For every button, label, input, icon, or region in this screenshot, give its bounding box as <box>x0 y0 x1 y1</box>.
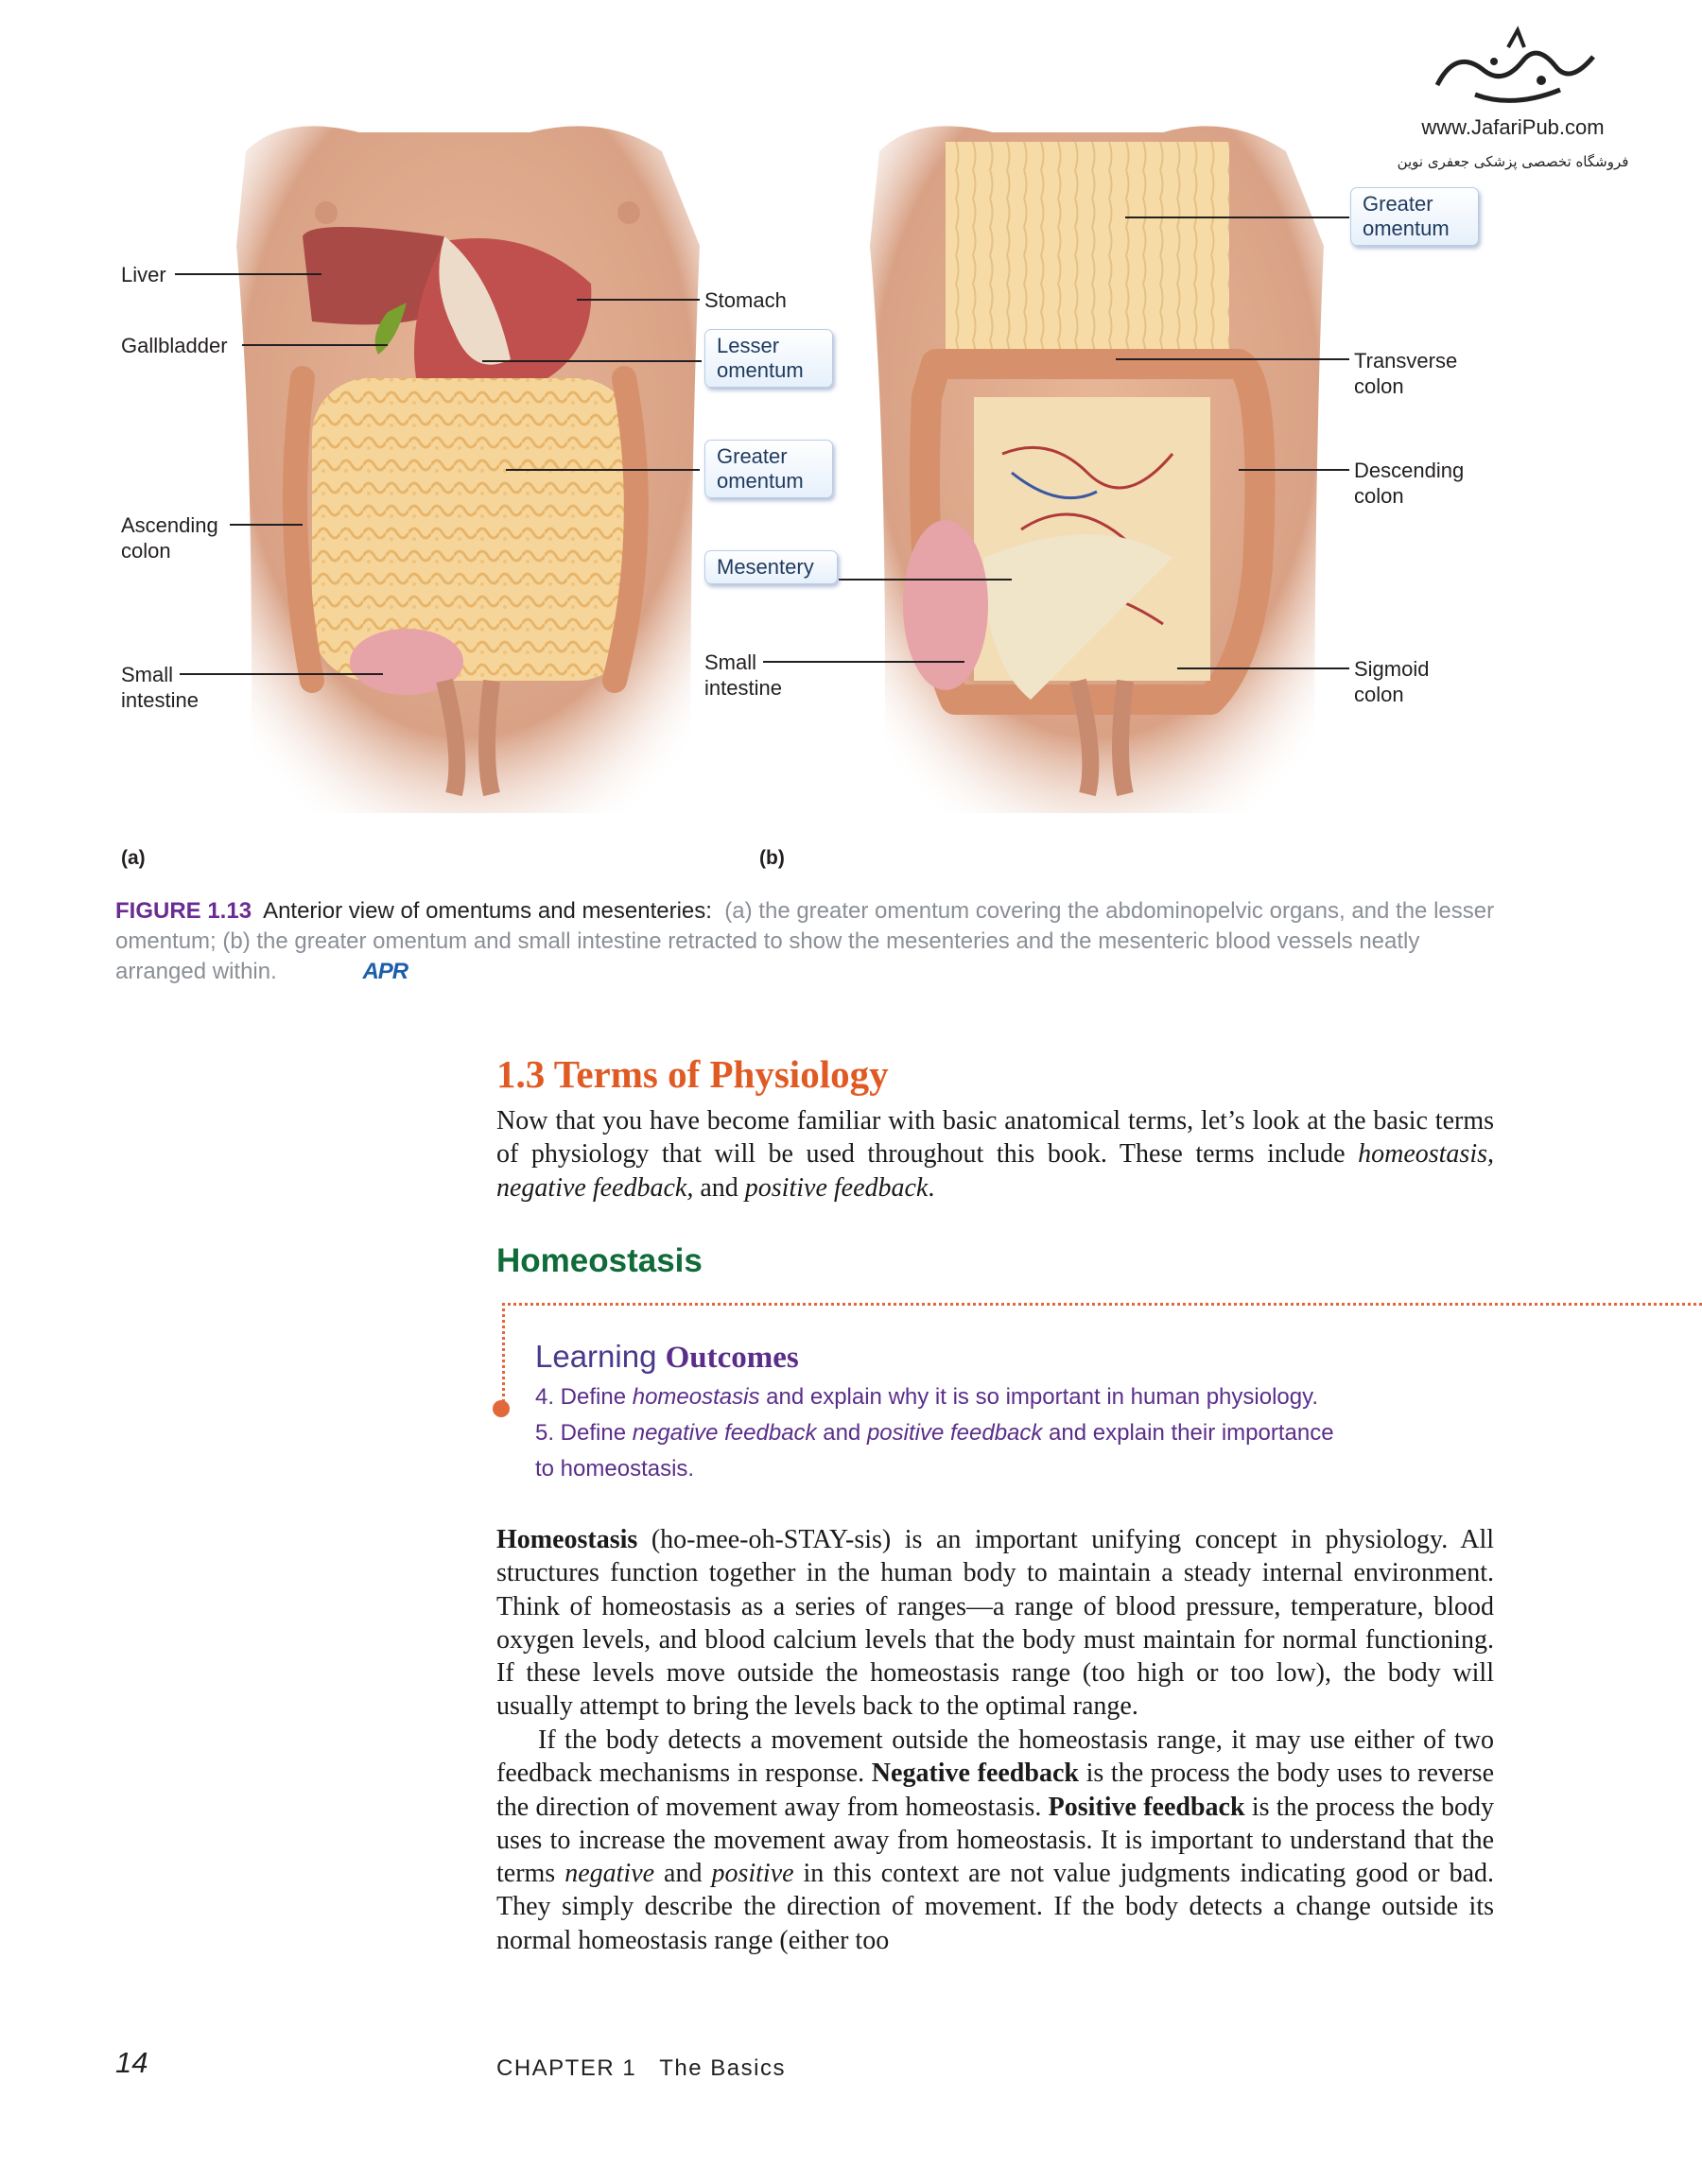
learning-outcomes-divider <box>502 1303 1702 1306</box>
lo5-post: and explain their importance <box>1042 1420 1334 1446</box>
label-small-intestine-b: Small intestine <box>704 650 782 700</box>
p2-positive: positive <box>711 1859 794 1889</box>
section-title: 1.3 Terms of Physiology <box>496 1052 889 1096</box>
label-descending-colon: Descending colon <box>1354 459 1465 508</box>
lo5-and: and <box>816 1420 867 1446</box>
p1-text: (ho-mee-oh-STAY-sis) is an important unifying concept in physiology. All structures function together in the human body to maintain a steady internal environment. Think of homeostasis as a series of ranges—a range of blood pressure, temperature, blood oxygen levels, and blood calcium levels that the body must maintain for normal functioning. If these levels move outside the homeostasis range (too high or too low), the body will usually attempt to bring the levels back to the optimal range. <box>496 1525 1494 1722</box>
figure-caption <box>115 896 1515 987</box>
intro-end: . <box>928 1172 935 1203</box>
learning-outcome-5-continued: to homeostasis. <box>535 1456 695 1482</box>
figure-number: FIGURE 1.13 <box>115 898 252 924</box>
lo4-pre: 4. Define <box>535 1384 633 1410</box>
panel-label-b: (b) <box>759 847 785 869</box>
figure-caption-text: (a) the greater omentum covering the abdominopelvic organs, and the lesser omentum; (b) the greater omentum and small intestine retracted to show the mesenteries and the mesenteric blood vessels neatly arranged within. <box>115 898 1495 984</box>
learning-outcome-4 <box>535 1379 1318 1415</box>
intro-terms: homeostasis, negative feedback, <box>496 1139 1494 1203</box>
p2-negative: negative <box>564 1859 655 1889</box>
label-small-intestine-a: Small intestine <box>121 663 199 712</box>
learning-outcomes-title <box>535 1339 799 1376</box>
p2-b: is the process the body uses to reverse the direction of movement away from homeostasis. <box>496 1759 1495 1822</box>
apr-badge[interactable]: APR <box>362 959 408 984</box>
intro-text: Now that you have become familiar with basic anatomical terms, let’s look at the basic terms of physiology that will be used throughout this book. These terms include <box>496 1106 1494 1170</box>
label-mesentery: Mesentery <box>704 550 838 584</box>
label-gallbladder: Gallbladder <box>121 334 228 357</box>
watermark-persian-text: فروشگاه تخصصی پزشکی جعفری نوین <box>1397 153 1629 170</box>
intro-paragraph <box>496 1104 1494 1205</box>
label-lesser-omentum: Lesser omentum <box>704 329 833 388</box>
learning-outcome-5 <box>535 1415 1334 1451</box>
label-liver: Liver <box>121 263 166 286</box>
lo4-term: homeostasis <box>632 1384 760 1410</box>
watermark-url: www.JafariPub.com <box>1421 115 1605 139</box>
running-footer: CHAPTER 1 The Basics <box>496 2055 786 2081</box>
p2-positive-feedback: Positive feedback <box>1048 1792 1245 1822</box>
subsection-heading: Homeostasis <box>496 1242 703 1279</box>
p2-and: and <box>654 1859 712 1889</box>
learning-outcomes-vertical-rule <box>502 1303 505 1402</box>
lo5-pre: 5. Define <box>535 1420 633 1446</box>
learning-outcomes-bullet-icon <box>493 1400 510 1417</box>
figure-illustration <box>0 0 1702 889</box>
lo-title-light: Learning <box>535 1339 666 1374</box>
p1-term: Homeostasis <box>496 1525 638 1554</box>
label-ascending-colon: Ascending colon <box>121 513 218 563</box>
p2-c: is the process the body uses to increase the movement away from homeostasis. It is important to understand that the terms <box>496 1792 1494 1889</box>
label-stomach: Stomach <box>704 288 787 312</box>
lo5-term2: positive feedback <box>866 1420 1043 1446</box>
label-sigmoid-colon: Sigmoid colon <box>1354 657 1430 706</box>
lo5-term1: negative feedback <box>632 1420 817 1446</box>
page-number: 14 <box>115 2046 148 2079</box>
lo4-post: and explain why it is so important in human physiology. <box>759 1384 1318 1410</box>
label-transverse-colon: Transverse colon <box>1354 349 1458 398</box>
p2-a: If the body detects a movement outside the homeostasis range, it may use either of two feedback mechanisms in response. <box>496 1725 1494 1789</box>
intro-last-term: positive feedback <box>744 1172 929 1203</box>
intro-and: and <box>693 1172 745 1203</box>
label-greater-omentum-b: Greater omentum <box>1350 187 1479 246</box>
p2-negative-feedback: Negative feedback <box>871 1759 1079 1789</box>
body-paragraph-1 <box>496 1523 1494 1724</box>
figure-title: Anterior view of omentums and mesenteries: <box>263 898 712 924</box>
p2-d: in this context are not value judgments indicating good or bad. They simply describe the direction of movement. If the body detects a change outside its normal homeostasis range (either too <box>496 1859 1494 1955</box>
label-greater-omentum-a: Greater omentum <box>704 440 833 498</box>
panel-label-a: (a) <box>121 847 146 869</box>
lo-title-bold: Outcomes <box>665 1341 799 1375</box>
body-paragraph-2 <box>496 1724 1494 1957</box>
